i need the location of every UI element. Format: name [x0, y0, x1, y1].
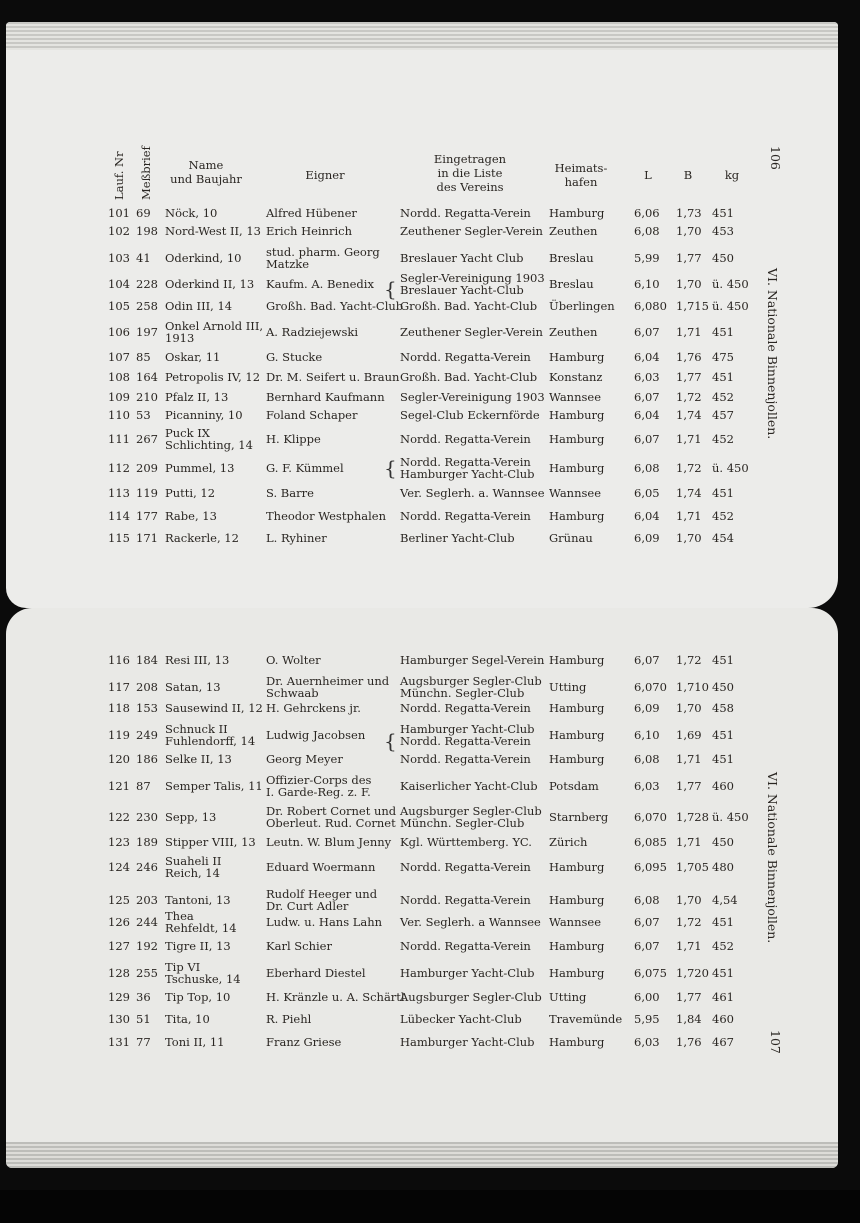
weight: 451	[712, 325, 734, 339]
home-port: Konstanz	[549, 370, 603, 384]
page-number: 107	[768, 1030, 783, 1054]
club: Nordd. Regatta-Verein	[400, 893, 531, 907]
owner: Georg Meyer	[266, 752, 343, 766]
beam: 1,77	[676, 990, 702, 1004]
owner: H. Kränzle u. A. Schärtl	[266, 990, 405, 1004]
beam: 1,70	[676, 277, 702, 291]
length: 6,03	[634, 1035, 660, 1049]
home-port: Hamburg	[549, 893, 605, 907]
beam: 1,71	[676, 509, 702, 523]
home-port: Breslau	[549, 277, 594, 291]
boat-name: Pummel, 13	[165, 461, 235, 475]
boat-name: Resi III, 13	[165, 653, 230, 667]
boat-name: Toni II, 11	[165, 1035, 225, 1049]
lauf-nr: 130	[108, 1012, 130, 1026]
boat-name: Tantoni, 13	[165, 893, 231, 907]
club: Berliner Yacht-Club	[400, 531, 515, 545]
weight: 452	[712, 939, 734, 953]
weight: 460	[712, 1012, 734, 1026]
weight: 467	[712, 1035, 734, 1049]
messbrief: 255	[136, 966, 158, 980]
beam: 1,76	[676, 1035, 702, 1049]
beam: 1,710	[676, 680, 709, 694]
boat-name: Suaheli II Reich, 14	[165, 854, 222, 880]
length: 6,04	[634, 408, 660, 422]
weight: 450	[712, 251, 734, 265]
length: 6,00	[634, 990, 660, 1004]
boat-name: Rackerle, 12	[165, 531, 239, 545]
club: Großh. Bad. Yacht-Club	[400, 299, 538, 313]
beam: 1,720	[676, 966, 709, 980]
beam: 1,728	[676, 810, 709, 824]
messbrief: 192	[136, 939, 158, 953]
header-kg: kg	[724, 168, 740, 182]
length: 6,10	[634, 277, 660, 291]
home-port: Zürich	[549, 835, 588, 849]
club: Zeuthener Segler-Verein	[400, 325, 543, 339]
brace: {	[384, 456, 397, 480]
beam: 1,73	[676, 206, 702, 220]
owner: Dr. Robert Cornet und Oberleut. Rud. Cornet	[266, 804, 397, 830]
messbrief: 51	[136, 1012, 151, 1026]
beam: 1,71	[676, 752, 702, 766]
messbrief: 267	[136, 432, 158, 446]
owner: Bernhard Kaufmann	[266, 390, 385, 404]
length: 6,06	[634, 206, 660, 220]
header-name: Name und Baujahr	[170, 158, 242, 186]
messbrief: 119	[136, 486, 158, 500]
home-port: Breslau	[549, 251, 594, 265]
page-number: 106	[768, 146, 783, 170]
club: Nordd. Regatta-Verein	[400, 206, 531, 220]
beam: 1,705	[676, 860, 709, 874]
lauf-nr: 123	[108, 835, 130, 849]
home-port: Utting	[549, 990, 587, 1004]
boat-name: Putti, 12	[165, 486, 216, 500]
lauf-nr: 114	[108, 509, 130, 523]
weight: 451	[712, 206, 734, 220]
lauf-nr: 101	[108, 206, 130, 220]
boat-name: Rabe, 13	[165, 509, 217, 523]
lauf-nr: 105	[108, 299, 130, 313]
owner: Großh. Bad. Yacht-Club	[266, 299, 404, 313]
boat-name: Nord-West II, 13	[165, 224, 261, 238]
beam: 1,77	[676, 779, 702, 793]
boat-name: Tigre II, 13	[165, 939, 231, 953]
club: Hamburger Segel-Verein	[400, 653, 545, 667]
home-port: Hamburg	[549, 860, 605, 874]
owner: Offizier-Corps des I. Garde-Reg. z. F.	[266, 773, 372, 799]
club: Augsburger Segler-Club	[400, 990, 542, 1004]
weight: 460	[712, 779, 734, 793]
boat-name: Stipper VIII, 13	[165, 835, 256, 849]
owner: H. Klippe	[266, 432, 321, 446]
home-port: Hamburg	[549, 432, 605, 446]
lauf-nr: 125	[108, 893, 130, 907]
boat-name: Sausewind II, 12	[165, 701, 263, 715]
boat-name: Onkel Arnold III, 1913	[165, 319, 264, 345]
club: Augsburger Segler-Club Münchn. Segler-Club	[400, 804, 542, 830]
beam: 1,71	[676, 325, 702, 339]
club: Großh. Bad. Yacht-Club	[400, 370, 538, 384]
boat-name: Oderkind II, 13	[165, 277, 255, 291]
messbrief: 36	[136, 990, 151, 1004]
lauf-nr: 122	[108, 810, 130, 824]
messbrief: 228	[136, 277, 158, 291]
messbrief: 164	[136, 370, 158, 384]
messbrief: 258	[136, 299, 158, 313]
beam: 1,70	[676, 701, 702, 715]
owner: G. Stucke	[266, 350, 323, 364]
beam: 1,76	[676, 350, 702, 364]
weight: 457	[712, 408, 734, 422]
beam: 1,72	[676, 461, 702, 475]
lauf-nr: 119	[108, 728, 130, 742]
length: 6,04	[634, 350, 660, 364]
club: Hamburger Yacht-Club	[400, 966, 535, 980]
length: 6,08	[634, 893, 660, 907]
home-port: Grünau	[549, 531, 593, 545]
beam: 1,71	[676, 939, 702, 953]
length: 6,095	[634, 860, 667, 874]
lauf-nr: 128	[108, 966, 130, 980]
club: Nordd. Regatta-Verein	[400, 350, 531, 364]
owner: G. F. Kümmel	[266, 461, 344, 475]
header-eigner: Eigner	[305, 168, 345, 182]
home-port: Hamburg	[549, 350, 605, 364]
beam: 1,70	[676, 893, 702, 907]
beam: 1,71	[676, 432, 702, 446]
weight: 451	[712, 370, 734, 384]
length: 5,99	[634, 251, 660, 265]
owner: O. Wolter	[266, 653, 321, 667]
beam: 1,70	[676, 224, 702, 238]
boat-name: Schnuck II Fuhlendorff, 14	[165, 722, 256, 748]
home-port: Hamburg	[549, 966, 605, 980]
messbrief: 208	[136, 680, 158, 694]
length: 6,09	[634, 701, 660, 715]
home-port: Hamburg	[549, 461, 605, 475]
home-port: Wannsee	[549, 390, 602, 404]
boat-name: Picanniny, 10	[165, 408, 243, 422]
beam: 1,72	[676, 653, 702, 667]
club: Nordd. Regatta-Verein	[400, 509, 531, 523]
lauf-nr: 121	[108, 779, 130, 793]
length: 6,085	[634, 835, 667, 849]
messbrief: 177	[136, 509, 158, 523]
length: 6,08	[634, 752, 660, 766]
length: 6,05	[634, 486, 660, 500]
club: Nordd. Regatta-Verein	[400, 701, 531, 715]
weight: 4,54	[712, 893, 738, 907]
owner: L. Ryhiner	[266, 531, 327, 545]
length: 6,07	[634, 915, 660, 929]
weight: 450	[712, 680, 734, 694]
page-edge	[6, 22, 838, 50]
owner: Dr. M. Seifert u. Braun	[266, 370, 400, 384]
boat-name: Odin III, 14	[165, 299, 233, 313]
length: 5,95	[634, 1012, 660, 1026]
home-port: Wannsee	[549, 486, 602, 500]
owner: Theodor Westphalen	[266, 509, 386, 523]
messbrief: 210	[136, 390, 158, 404]
lauf-nr: 102	[108, 224, 130, 238]
messbrief: 203	[136, 893, 158, 907]
boat-name: Puck IX Schlichting, 14	[165, 426, 253, 452]
length: 6,080	[634, 299, 667, 313]
messbrief: 209	[136, 461, 158, 475]
lauf-nr: 116	[108, 653, 130, 667]
beam: 1,74	[676, 486, 702, 500]
messbrief: 249	[136, 728, 158, 742]
boat-name: Pfalz II, 13	[165, 390, 229, 404]
home-port: Hamburg	[549, 206, 605, 220]
beam: 1,715	[676, 299, 709, 313]
beam: 1,72	[676, 915, 702, 929]
weight: ü. 450	[712, 810, 749, 824]
lauf-nr: 124	[108, 860, 130, 874]
lauf-nr: 117	[108, 680, 130, 694]
messbrief: 87	[136, 779, 151, 793]
club: Nordd. Regatta-Verein	[400, 752, 531, 766]
lauf-nr: 118	[108, 701, 130, 715]
home-port: Hamburg	[549, 939, 605, 953]
owner: S. Barre	[266, 486, 314, 500]
club: Hamburger Yacht-Club Nordd. Regatta-Verein	[400, 722, 535, 748]
home-port: Hamburg	[549, 509, 605, 523]
owner: Ludwig Jacobsen	[266, 728, 366, 742]
lauf-nr: 127	[108, 939, 130, 953]
header-lauf-nr: Lauf. Nr	[112, 151, 126, 200]
weight: 451	[712, 728, 734, 742]
home-port: Hamburg	[549, 728, 605, 742]
boat-name: Oderkind, 10	[165, 251, 242, 265]
boat-name: Nöck, 10	[165, 206, 218, 220]
header-heimatshafen: Heimats- hafen	[554, 161, 608, 189]
owner: stud. pharm. Georg Matzke	[266, 245, 380, 271]
lauf-nr: 111	[108, 432, 130, 446]
weight: 451	[712, 752, 734, 766]
beam: 1,84	[676, 1012, 702, 1026]
owner: R. Piehl	[266, 1012, 312, 1026]
boat-name: Sepp, 13	[165, 810, 217, 824]
club: Hamburger Yacht-Club	[400, 1035, 535, 1049]
brace: {	[384, 729, 397, 753]
page-edge	[6, 1142, 838, 1168]
lauf-nr: 120	[108, 752, 130, 766]
length: 6,07	[634, 432, 660, 446]
weight: 450	[712, 835, 734, 849]
weight: 461	[712, 990, 734, 1004]
boat-name: Oskar, 11	[165, 350, 221, 364]
weight: 480	[712, 860, 734, 874]
home-port: Zeuthen	[549, 224, 598, 238]
messbrief: 246	[136, 860, 158, 874]
owner: Foland Schaper	[266, 408, 358, 422]
weight: 453	[712, 224, 734, 238]
lauf-nr: 115	[108, 531, 130, 545]
messbrief: 53	[136, 408, 151, 422]
lauf-nr: 131	[108, 1035, 130, 1049]
owner: Dr. Auernheimer und Schwaab	[266, 674, 390, 700]
boat-name: Tita, 10	[165, 1012, 210, 1026]
header-l: L	[644, 168, 652, 182]
owner: Eberhard Diestel	[266, 966, 366, 980]
club: Lübecker Yacht-Club	[400, 1012, 522, 1026]
lauf-nr: 104	[108, 277, 130, 291]
home-port: Hamburg	[549, 408, 605, 422]
weight: 451	[712, 653, 734, 667]
home-port: Hamburg	[549, 701, 605, 715]
length: 6,07	[634, 390, 660, 404]
home-port: Hamburg	[549, 1035, 605, 1049]
owner: Ludw. u. Hans Lahn	[266, 915, 383, 929]
owner: Franz Griese	[266, 1035, 342, 1049]
home-port: Travemünde	[549, 1012, 623, 1026]
length: 6,04	[634, 509, 660, 523]
beam: 1,69	[676, 728, 702, 742]
boat-name: Satan, 13	[165, 680, 221, 694]
book-spine	[0, 1190, 860, 1223]
beam: 1,72	[676, 390, 702, 404]
club: Segler-Vereinigung 1903	[400, 390, 545, 404]
weight: 452	[712, 390, 734, 404]
boat-name: Thea Rehfeldt, 14	[165, 909, 237, 935]
header-eingetragen: Eingetragen in die Liste des Vereins	[433, 152, 507, 194]
club: Augsburger Segler-Club Münchn. Segler-Club	[400, 674, 542, 700]
length: 6,070	[634, 810, 667, 824]
messbrief: 197	[136, 325, 158, 339]
club: Kgl. Württemberg. YC.	[400, 835, 532, 849]
lauf-nr: 129	[108, 990, 130, 1004]
owner: Karl Schier	[266, 939, 332, 953]
beam: 1,70	[676, 531, 702, 545]
boat-name: Tip VI Tschuske, 14	[165, 960, 241, 986]
home-port: Utting	[549, 680, 587, 694]
club: Breslauer Yacht Club	[400, 251, 524, 265]
weight: ü. 450	[712, 277, 749, 291]
length: 6,03	[634, 370, 660, 384]
owner: H. Gehrckens jr.	[266, 701, 361, 715]
owner: Erich Heinrich	[266, 224, 353, 238]
club: Kaiserlicher Yacht-Club	[400, 779, 538, 793]
owner: Eduard Woermann	[266, 860, 376, 874]
lauf-nr: 112	[108, 461, 130, 475]
length: 6,07	[634, 939, 660, 953]
weight: 452	[712, 432, 734, 446]
length: 6,07	[634, 325, 660, 339]
lauf-nr: 109	[108, 390, 130, 404]
messbrief: 184	[136, 653, 158, 667]
boat-name: Petropolis IV, 12	[165, 370, 261, 384]
messbrief: 85	[136, 350, 151, 364]
messbrief: 171	[136, 531, 158, 545]
length: 6,10	[634, 728, 660, 742]
owner: Rudolf Heeger und Dr. Curt Adler	[266, 887, 378, 913]
lauf-nr: 107	[108, 350, 130, 364]
owner: Kaufm. A. Benedix	[266, 277, 374, 291]
weight: 454	[712, 531, 734, 545]
messbrief: 230	[136, 810, 158, 824]
beam: 1,71	[676, 835, 702, 849]
club: Nordd. Regatta-Verein	[400, 860, 531, 874]
club: Nordd. Regatta-Verein Hamburger Yacht-Club	[400, 455, 535, 481]
club: Zeuthener Segler-Verein	[400, 224, 543, 238]
lauf-nr: 110	[108, 408, 130, 422]
club: Ver. Seglerh. a. Wannsee	[400, 486, 545, 500]
header-b: B	[683, 168, 693, 182]
boat-name: Selke II, 13	[165, 752, 232, 766]
side-title: VI. Nationale Binnenjollen.	[765, 268, 780, 440]
club: Segel-Club Eckernförde	[400, 408, 540, 422]
club: Ver. Seglerh. a Wannsee	[400, 915, 541, 929]
boat-name: Semper Talis, 11	[165, 779, 263, 793]
club: Nordd. Regatta-Verein	[400, 939, 531, 953]
home-port: Potsdam	[549, 779, 599, 793]
weight: 451	[712, 966, 734, 980]
weight: ü. 450	[712, 299, 749, 313]
length: 6,08	[634, 224, 660, 238]
length: 6,075	[634, 966, 667, 980]
lauf-nr: 113	[108, 486, 130, 500]
header-messbrief: Meßbrief	[139, 146, 153, 200]
home-port: Hamburg	[549, 653, 605, 667]
messbrief: 244	[136, 915, 158, 929]
club: Segler-Vereinigung 1903 Breslauer Yacht-Club	[400, 271, 545, 297]
weight: 451	[712, 915, 734, 929]
weight: 451	[712, 486, 734, 500]
messbrief: 186	[136, 752, 158, 766]
club: Nordd. Regatta-Verein	[400, 432, 531, 446]
length: 6,03	[634, 779, 660, 793]
owner: A. Radziejewski	[266, 325, 359, 339]
home-port: Hamburg	[549, 752, 605, 766]
length: 6,08	[634, 461, 660, 475]
beam: 1,77	[676, 370, 702, 384]
lauf-nr: 126	[108, 915, 130, 929]
owner: Leutn. W. Blum Jenny	[266, 835, 392, 849]
owner: Alfred Hübener	[266, 206, 357, 220]
messbrief: 69	[136, 206, 151, 220]
beam: 1,77	[676, 251, 702, 265]
home-port: Starnberg	[549, 810, 609, 824]
brace: {	[384, 277, 397, 301]
side-title: VI. Nationale Binnenjollen.	[765, 772, 780, 944]
home-port: Wannsee	[549, 915, 602, 929]
home-port: Überlingen	[549, 299, 615, 313]
messbrief: 77	[136, 1035, 151, 1049]
home-port: Zeuthen	[549, 325, 598, 339]
weight: 452	[712, 509, 734, 523]
messbrief: 198	[136, 224, 158, 238]
length: 6,070	[634, 680, 667, 694]
weight: 458	[712, 701, 734, 715]
length: 6,09	[634, 531, 660, 545]
messbrief: 189	[136, 835, 158, 849]
messbrief: 41	[136, 251, 151, 265]
boat-name: Tip Top, 10	[165, 990, 231, 1004]
beam: 1,74	[676, 408, 702, 422]
weight: 475	[712, 350, 734, 364]
weight: ü. 450	[712, 461, 749, 475]
messbrief: 153	[136, 701, 158, 715]
lauf-nr: 108	[108, 370, 130, 384]
lauf-nr: 103	[108, 251, 130, 265]
length: 6,07	[634, 653, 660, 667]
lauf-nr: 106	[108, 325, 130, 339]
